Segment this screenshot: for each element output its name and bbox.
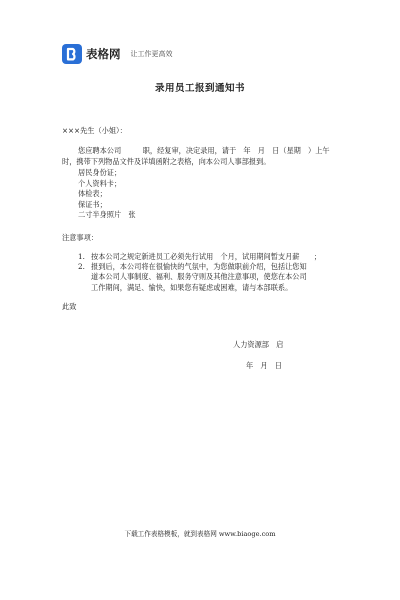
paragraph-line-1: 您应聘本公司 职，经复审，决定录用，请于 年 月 日（星期 ）上午	[78, 146, 330, 155]
note-number: 1.	[78, 252, 85, 261]
note-item	[78, 252, 348, 262]
note-number: 2.	[78, 262, 85, 272]
brand-slogan: 让工作更高效	[130, 50, 173, 58]
note-line: 道本公司人事制度、福利、服务守则及其他注意事项，使您在本公司	[91, 272, 307, 282]
closing: 此致	[62, 302, 77, 311]
item-medical-form: 体检表；	[78, 189, 107, 199]
document-title: 录用员工报到通知书	[154, 83, 245, 94]
item-photos: 二寸半身照片 张	[78, 210, 136, 220]
item-guarantee: 保证书；	[78, 199, 107, 209]
note-line: 工作期间，满足、愉快，如果您有疑虑或困难，请与本部联系。	[91, 282, 293, 292]
site-header	[62, 44, 173, 64]
page-footer: 下载工作表格模板，就到表格网 www.biaoge.com	[124, 530, 276, 538]
salutation: ×××先生（小姐）：	[62, 126, 127, 135]
required-items-list	[78, 168, 136, 221]
signature-department: 人力资源部 启	[233, 340, 284, 349]
item-profile-card: 个人资料卡；	[78, 178, 122, 188]
paragraph-line-2: 时，携带下列物品文件及详填函附之表格，向本公司人事部报到。	[62, 157, 271, 166]
note-item	[78, 262, 348, 293]
note-line: 报到后，本公司将在很愉快的气氛中，为您做职前介绍，包括让您知	[91, 262, 307, 272]
brand-name: 表格网	[86, 47, 121, 61]
biaoge-logo-icon	[62, 44, 82, 64]
item-id-card: 居民身份证；	[78, 168, 122, 177]
note-line: 按本公司之规定新进员工必须先行试用 个月，试用期间暂支月薪 ；	[91, 252, 322, 261]
notice-heading: 注意事项：	[62, 233, 98, 242]
notes-list	[78, 252, 348, 293]
signature-date: 年 月 日	[246, 361, 282, 370]
